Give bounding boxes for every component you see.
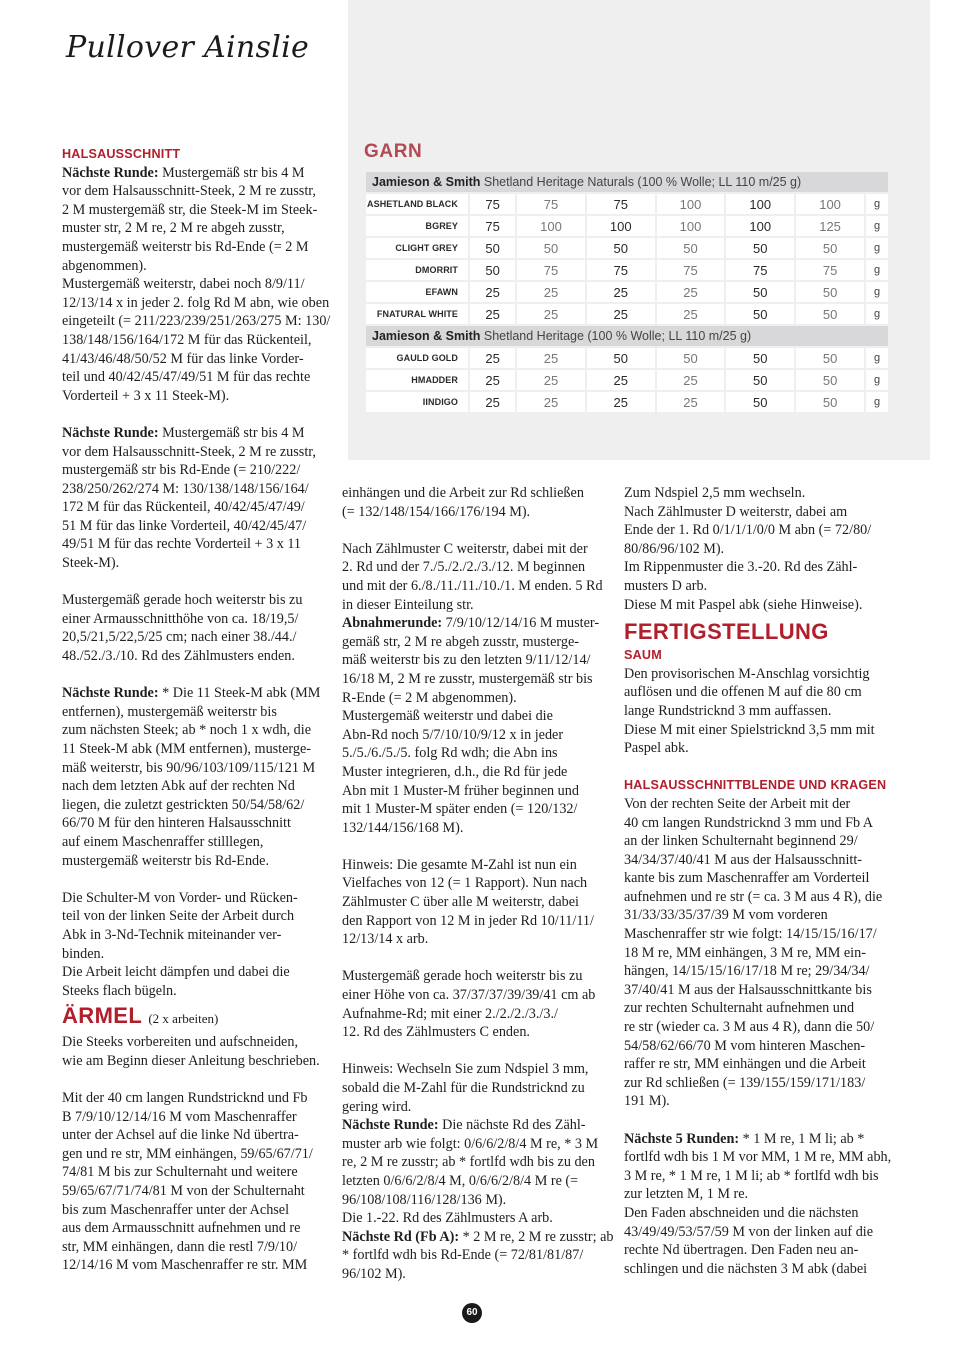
text-line: 20,5/21,5/22,5/25 cm; nach einer 38./44./ (62, 629, 297, 646)
yarn-unit: g (866, 194, 888, 214)
yarn-color-label (366, 282, 468, 302)
text-line: Die 1.-22. Rd des Zählmusters A arb. (342, 1210, 553, 1227)
text-lines (62, 685, 320, 868)
text-line: Nach Zählmuster C weiterstr, dabei mit der (342, 540, 588, 557)
yarn-amount: 50 (587, 348, 655, 368)
text-line: mäß weiterstr bis zu den letzten 9/11/12/14/ (342, 652, 591, 669)
text-line: gen und re str, MM einhängen, 59/65/67/71/ (62, 1145, 313, 1162)
text-line: bis zum Maschenraffer unter der Achsel (62, 1201, 290, 1218)
yarn-amount: 100 (587, 216, 655, 236)
text-line: zur letzten M, 1 M re. (624, 1186, 749, 1203)
yarn-amount: 100 (796, 194, 864, 214)
yarn-amount: 50 (726, 304, 794, 324)
yarn-amount: 25 (470, 282, 515, 302)
yarn-amount: 50 (796, 238, 864, 258)
yarn-color-name: FAWN (431, 287, 458, 297)
paragraph (62, 275, 334, 405)
yarn-code: I (422, 397, 426, 407)
text-line: 12. Rd des Zählmusters C enden. (342, 1024, 530, 1041)
text-lines (342, 857, 594, 947)
yarn-row (366, 392, 888, 412)
yarn-amount: 50 (470, 238, 515, 258)
yarn-amount: 25 (587, 370, 655, 390)
yarn-amount: 25 (587, 304, 655, 324)
text-line: zur Rd schließen (= 139/155/159/171/183/ (624, 1074, 866, 1091)
text-line: Diese M mit Paspel abk (siehe Hinweise). (624, 596, 863, 613)
yarn-amount: 50 (587, 238, 655, 258)
text-line: gering wird. (342, 1098, 412, 1115)
text-line: 49/51 M für das rechte Vorderteil + 3 x 11 (62, 536, 302, 553)
text-line: 18 M re, MM einhängen, 3 M re, MM ein- (624, 944, 866, 961)
halsausschnitt-heading: HALSAUSSCHNITT (62, 147, 181, 161)
text-line: gemäß str, 2 M re abgeh zusstr, musterge- (342, 633, 579, 650)
text-line: (= 132/148/154/166/176/194 M). (342, 503, 531, 520)
yarn-amount: 50 (796, 370, 864, 390)
step-label: Nächste Runde: (342, 1117, 439, 1134)
yarn-row (366, 260, 888, 280)
paragraph (62, 1089, 334, 1275)
yarn-brand: Jamieson & Smith (372, 175, 481, 189)
text-line: hängen, 14/15/15/16/17/18 M re; 29/34/34/ (624, 963, 870, 980)
text-line: unter der Achsel auf die linke Nd übertra- (62, 1127, 299, 1144)
yarn-amount: 75 (517, 260, 585, 280)
text-line: 2. Rd und der 7./5./2./2./3./12. M beginnen (342, 559, 586, 576)
text-line: 3 M re, * 1 M re, 1 M li; ab * fortlfd wdh bis (624, 1167, 879, 1184)
page-title: Pullover Ainslie (66, 30, 310, 65)
text-line: Diese M mit einer Spielstricknd 3,5 mm mit (624, 721, 875, 738)
text-lines (624, 666, 875, 756)
text-line: Die Schulter-M von Vorder- und Rücken- (62, 889, 298, 906)
fertigstellung-heading: FERTIGSTELLUNG (624, 619, 829, 645)
text-lines (342, 541, 603, 613)
aermel-heading (62, 1002, 334, 1033)
yarn-color-name: SHETLAND BLACK (373, 199, 458, 209)
text-line: 12/13/14 x arb. (342, 931, 429, 948)
yarn-amount: 75 (470, 194, 515, 214)
yarn-color-name: GREY (432, 221, 458, 231)
paragraph (62, 684, 334, 870)
text-line: 31/33/33/35/37/39 M vom vorderen (624, 907, 828, 924)
text-lines (62, 276, 330, 404)
text-line: Muster integrieren, d.h., die Rd für jede (342, 763, 568, 780)
text-line: vor dem Halsausschnitt-Steek, 2 M re zusstr, (62, 443, 316, 460)
yarn-amount: 50 (470, 260, 515, 280)
yarn-unit: g (866, 348, 888, 368)
paragraph (62, 1033, 334, 1070)
yarn-code: B (425, 221, 433, 231)
paragraph (624, 1130, 896, 1279)
text-line: 37/40/41 M aus der Halsausschnittkante bis (624, 981, 872, 998)
yarn-row (366, 216, 888, 236)
yarn-amount: 25 (470, 348, 515, 368)
yarn-amount: 25 (587, 282, 655, 302)
yarn-row (366, 348, 888, 368)
yarn-color-label (366, 348, 468, 368)
yarn-amount: 25 (587, 392, 655, 412)
text-line: 7/9/10/12/14/16 M muster- (445, 615, 600, 632)
text-line: teil und 40/42/45/47/49/51 M für das rechte (62, 369, 311, 386)
column-2 (342, 484, 614, 1284)
paragraph (624, 484, 896, 614)
text-line: B 7/9/10/12/14/16 M vom Maschenraffer (62, 1108, 297, 1125)
yarn-group-title (366, 326, 888, 346)
text-line: 138/148/156/164/172 M für das Rückenteil, (62, 331, 312, 348)
text-line: Zum Ndspiel 2,5 mm wechseln. (624, 485, 806, 501)
step-label: Nächste 5 Runden: (624, 1130, 740, 1147)
text-line: * 1 M re, 1 M li; ab * (742, 1130, 865, 1147)
yarn-product: Shetland Heritage Naturals (100 % Wolle; LL 110 m/25 g) (483, 175, 802, 189)
text-lines (342, 1061, 588, 1114)
text-line: 16/18 M, 2 M re zusstr, mustergemäß str bis (342, 670, 593, 687)
text-line: Abk in 3-Nd-Technik miteinander ver- (62, 926, 282, 943)
text-line: 74/81 M bis zur Schulternaht und weitere (62, 1164, 298, 1181)
yarn-table (364, 170, 890, 414)
text-lines (62, 890, 298, 999)
text-line: entfernen), mustergemäß weiterstr bis (62, 703, 277, 720)
text-line: Die nächste Rd des Zähl- (442, 1117, 586, 1134)
yarn-amount: 50 (796, 392, 864, 412)
yarn-amount: 25 (657, 282, 725, 302)
text-line: schlingen und die nächsten 3 M abk (dabei (624, 1260, 868, 1277)
text-line: muster arb wie folgt: 0/6/6/2/8/4 M re, * 3 M (342, 1135, 599, 1152)
text-line: an der linken Schulternaht beginnend 29/ (624, 833, 858, 850)
text-line: und mit der 6./8./11./11./10./1. M enden. 5 Rd (342, 577, 603, 594)
yarn-unit: g (866, 216, 888, 236)
yarn-row (366, 194, 888, 214)
text-line: Mustergemäß gerade hoch weiterstr bis zu (62, 592, 303, 609)
text-line: muster str, 2 M re, 2 M re abgeh zusstr, (62, 220, 285, 237)
yarn-color-label (366, 392, 468, 412)
text-lines (624, 796, 882, 1110)
yarn-amount: 25 (657, 392, 725, 412)
yarn-amount: 75 (587, 194, 655, 214)
yarn-amount: 50 (726, 282, 794, 302)
aermel-title: ÄRMEL (62, 1003, 142, 1029)
step-label: Nächste Runde: (62, 424, 159, 441)
text-line: 96/108/108/116/128/136 M). (342, 1191, 507, 1208)
text-line: auf einem Maschenraffer stilllegen, (62, 833, 264, 850)
garn-heading: GARN (364, 141, 423, 162)
text-line: Zählmuster C über alle M weiterstr, dabei (342, 894, 579, 911)
text-line: Hinweis: Die gesamte M-Zahl ist nun ein (342, 856, 577, 873)
yarn-amount: 25 (517, 348, 585, 368)
text-lines (62, 592, 302, 664)
yarn-color-name: MADDER (417, 375, 458, 385)
yarn-group-header (366, 326, 888, 346)
text-line: Die Arbeit leicht dämpfen und dabei die (62, 964, 290, 981)
yarn-amount: 75 (657, 260, 725, 280)
paragraph (342, 856, 614, 949)
text-line: einhängen und die Arbeit zur Rd schließen (342, 485, 584, 501)
paragraph (342, 1116, 614, 1228)
text-line: 54/58/62/66/70 M vom hinteren Maschen- (624, 1037, 866, 1054)
text-line: 34/34/37/40/41 M aus der Halsausschnitt- (624, 851, 863, 868)
yarn-amount: 75 (587, 260, 655, 280)
text-line: 40 cm langen Rundstricknd 3 mm und Fb A (624, 814, 874, 831)
yarn-unit: g (866, 304, 888, 324)
text-line: Hinweis: Wechseln Sie zum Ndspiel 3 mm, (342, 1061, 589, 1078)
text-line: Mit der 40 cm langen Rundstricknd und Fb (62, 1090, 308, 1107)
yarn-group-title (366, 172, 888, 192)
paragraph (62, 424, 334, 573)
yarn-unit: g (866, 260, 888, 280)
yarn-code: E (425, 287, 432, 297)
yarn-color-name: AULD GOLD (403, 353, 458, 363)
text-line: Mustergemäß gerade hoch weiterstr bis zu (342, 968, 583, 985)
text-line: 12/14/16 M vom Maschenraffer re str. MM (62, 1257, 308, 1274)
text-line: mustergemäß str bis Rd-Ende (= 210/222/ (62, 462, 301, 479)
yarn-color-name: MORRIT (421, 265, 458, 275)
yarn-amount: 75 (470, 216, 515, 236)
text-line: nach dem letzten Abk auf der rechten Nd (62, 778, 295, 795)
yarn-color-name: NATURAL WHITE (382, 309, 458, 319)
text-line: 96/102 M). (342, 1265, 406, 1282)
yarn-group-header (366, 172, 888, 192)
yarn-amount: 125 (796, 216, 864, 236)
text-line: auflösen und die offenen M auf die 80 cm (624, 684, 862, 701)
yarn-amount: 25 (470, 304, 515, 324)
yarn-amount: 75 (796, 260, 864, 280)
text-line: Den provisorischen M-Anschlag vorsichtig (624, 665, 870, 682)
yarn-row (366, 370, 888, 390)
yarn-amount: 25 (657, 304, 725, 324)
column-3 (624, 484, 896, 1278)
text-line: Mustergemäß str bis 4 M (162, 164, 305, 181)
text-line: 43/49/49/53/57/59 M von der linken auf die (624, 1223, 874, 1240)
step-label: Nächste Rd (Fb A): (342, 1228, 460, 1245)
yarn-color-label (366, 216, 468, 236)
yarn-amount: 25 (517, 392, 585, 412)
text-line: raffer re str, MM einhängen und die Arbeit (624, 1056, 866, 1073)
yarn-amount: 25 (517, 282, 585, 302)
text-line: re str (wieder ca. 3 M aus 4 R), dann die 50/ (624, 1019, 875, 1036)
text-line: aus dem Armausschnitt aufnehmen und re (62, 1220, 301, 1237)
yarn-brand: Jamieson & Smith (372, 329, 481, 343)
text-line: teil von der linken Seite der Arbeit durch (62, 908, 295, 925)
yarn-amount: 50 (726, 392, 794, 412)
yarn-product: Shetland Heritage (100 % Wolle; LL 110 m/25 g) (483, 329, 752, 343)
yarn-color-name: LIGHT GREY (401, 243, 458, 253)
yarn-amount: 100 (726, 194, 794, 214)
text-line: 5./5./6./5./5. folg Rd wdh; die Abn ins (342, 745, 558, 762)
page-number: 60 (462, 1303, 482, 1323)
text-line: lange Rundstricknd 3 mm auffassen. (624, 702, 832, 719)
text-line: 12/13/14 x in jeder 2. folg Rd M abn, wie oben (62, 294, 330, 311)
text-line: in dieser Einteilung str. (342, 596, 474, 613)
yarn-code: C (395, 243, 402, 253)
yarn-amount: 50 (726, 348, 794, 368)
yarn-unit: g (866, 238, 888, 258)
text-lines (624, 1131, 891, 1277)
yarn-color-label (366, 370, 468, 390)
yarn-amount: 50 (796, 304, 864, 324)
text-line: rechte Nd übertragen. Den Faden neu an- (624, 1242, 859, 1259)
text-line: Abn mit 1 Muster-M früher beginnen und (342, 782, 579, 799)
yarn-amount: 50 (517, 238, 585, 258)
text-lines (62, 1090, 313, 1273)
yarn-row (366, 304, 888, 324)
saum-heading: SAUM (624, 648, 662, 663)
text-line: den Rapport von 12 M in jeder Rd 10/11/11/ (342, 912, 594, 929)
text-line: * fortlfd wdh bis Rd-Ende (= 72/81/81/87/ (342, 1247, 584, 1264)
paragraph (62, 164, 334, 276)
yarn-unit: g (866, 282, 888, 302)
kragen-heading: HALSAUSSCHNITTBLENDE UND KRAGEN (624, 778, 887, 793)
text-line: Mustergemäß weiterstr, dabei noch 8/9/11/ (62, 276, 305, 293)
yarn-code: D (415, 265, 422, 275)
yarn-amount: 25 (517, 370, 585, 390)
step-label: Abnahmerunde: (342, 615, 443, 632)
yarn-amount: 75 (726, 260, 794, 280)
text-line: aufnehmen und re str (= ca. 3 M aus 4 R), die (624, 888, 883, 905)
text-line: 11 Steek-M abk (MM entfernen), musterge- (62, 741, 312, 757)
text-line: 191 M). (624, 1093, 670, 1110)
paragraph (342, 967, 614, 1041)
text-line: Abn-Rd noch 5/7/10/10/9/12 x in jeder (342, 726, 564, 743)
text-line: zur rechten Schulternaht aufnehmen und (624, 1000, 855, 1017)
text-line: 80/86/96/102 M). (624, 540, 725, 557)
yarn-amount: 25 (657, 370, 725, 390)
text-line: Die Steeks vorbereiten und aufschneiden, (62, 1034, 298, 1051)
text-line: vor dem Halsausschnitt-Steek, 2 M re zusstr, (62, 183, 316, 200)
text-line: 2 M mustergemäß str, die Steek-M im Steek- (62, 201, 318, 218)
paragraph (342, 540, 614, 614)
yarn-color-label (366, 194, 468, 214)
text-lines (342, 1117, 598, 1226)
text-line: musters D arb. (624, 577, 708, 594)
yarn-code: G (396, 353, 404, 363)
text-line: Mustergemäß weiterstr und dabei die (342, 708, 553, 725)
yarn-unit: g (866, 392, 888, 412)
text-lines (342, 968, 595, 1040)
text-line: 132/144/156/168 M). (342, 819, 464, 836)
yarn-amount: 50 (796, 282, 864, 302)
text-line: liegen, die zuletzt gestrickten 50/54/58/62/ (62, 796, 305, 813)
text-line: einer Höhe von ca. 37/37/37/39/39/41 cm ab (342, 987, 596, 1004)
text-line: Steeks flach bügeln. (62, 982, 177, 999)
text-line: mustergemäß weiterstr bis Rd-Ende. (62, 852, 269, 869)
yarn-amount: 25 (470, 370, 515, 390)
text-line: mustergemäß weiterstr bis Rd-Ende (= 2 M (62, 238, 309, 255)
yarn-amount: 50 (726, 370, 794, 390)
paragraph (342, 1060, 614, 1116)
yarn-color-name: INDIGO (425, 397, 458, 407)
text-line: Aufnahme-Rd; mit einer 2./2./2./3./3./ (342, 1005, 558, 1022)
yarn-amount: 100 (517, 216, 585, 236)
text-line: kante bis zum Maschenraffer am Vorderteil (624, 870, 870, 887)
text-line: abgenommen). (62, 257, 147, 274)
text-line: 172 M für das Rückenteil, 40/42/45/47/49/ (62, 499, 305, 516)
text-line: * 2 M re, 2 M re zusstr; ab (462, 1228, 614, 1245)
step-label: Nächste Runde: (62, 685, 159, 702)
paragraph (62, 889, 334, 1001)
text-line: mäß weiterstr, bis 90/96/103/109/115/121 M (62, 759, 316, 776)
text-line: Nach Zählmuster D weiterstr, dabei am (624, 503, 848, 520)
text-lines (342, 615, 599, 836)
text-line: letzten 0/6/6/2/8/4 M, 0/6/6/2/8/4 M re (= (342, 1172, 579, 1189)
paragraph (624, 665, 896, 758)
text-lines (62, 1034, 320, 1069)
yarn-amount: 75 (517, 194, 585, 214)
text-line: 48./52./3./10. Rd des Zählmusters enden. (62, 648, 295, 665)
yarn-row (366, 282, 888, 302)
text-line: Maschenraffer str wie folgt: 14/15/15/16/17/ (624, 926, 877, 943)
yarn-amount: 50 (657, 348, 725, 368)
paragraph (62, 591, 334, 665)
aermel-note: (2 x arbeiten) (148, 1011, 219, 1027)
text-line: fortlfd wdh bis 1 M vor MM, 1 M re, MM abh, (624, 1149, 892, 1166)
text-lines (62, 425, 316, 571)
text-line: Im Rippenmuster die 3.-20. Rd des Zähl- (624, 559, 858, 576)
text-line: 41/43/46/48/50/52 M für das linke Vorder- (62, 350, 304, 367)
yarn-color-label (366, 260, 468, 280)
text-line: 51 M für das linke Vorderteil, 40/42/45/47/ (62, 517, 307, 534)
text-line: R-Ende (= 2 M abgenommen). (342, 689, 517, 706)
text-line: mit 1 Muster-M später enden (= 120/132/ (342, 801, 578, 818)
text-line: 59/65/67/71/74/81 M von der Schulternaht (62, 1183, 305, 1200)
text-line: Von der rechten Seite der Arbeit mit der (624, 795, 851, 812)
yarn-unit: g (866, 370, 888, 390)
text-line: Paspel abk. (624, 740, 689, 757)
yarn-color-label (366, 238, 468, 258)
yarn-code: A (366, 199, 374, 209)
text-line: Vielfaches von 12 (= 1 Rapport). Nun nach (342, 875, 588, 892)
text-line: Mustergemäß str bis 4 M (162, 424, 305, 441)
text-line: wie am Beginn dieser Anleitung beschrieben. (62, 1052, 320, 1069)
text-line: sobald die M-Zahl für die Rundstricknd zu (342, 1080, 585, 1096)
text-line: Ende der 1. Rd 0/1/1/1/0/0 M abn (= 72/80/ (624, 522, 872, 539)
yarn-code: H (411, 375, 418, 385)
paragraph (342, 1228, 614, 1284)
yarn-row (366, 238, 888, 258)
yarn-amount: 100 (726, 216, 794, 236)
yarn-amount: 25 (517, 304, 585, 324)
yarn-amount: 50 (657, 238, 725, 258)
text-line: 66/70 M für den hinteren Halsausschnitt (62, 815, 291, 832)
yarn-color-label (366, 304, 468, 324)
text-line: zum nächsten Steek; ab * noch 1 x wdh, die (62, 722, 312, 739)
yarn-amount: 100 (657, 194, 725, 214)
step-label: Nächste Runde: (62, 164, 159, 181)
text-line: eingeteilt (= 211/223/239/251/263/275 M: 130/ (62, 313, 331, 330)
yarn-amount: 50 (796, 348, 864, 368)
paragraph (342, 614, 614, 837)
text-lines (624, 485, 871, 613)
paragraph (342, 484, 614, 521)
text-line: re, 2 M re zusstr; ab * fortlfd wdh bis zu den (342, 1154, 595, 1171)
text-line: str, MM einhängen, dann die restl 7/9/10/ (62, 1238, 298, 1255)
text-line: * Die 11 Steek-M abk (MM (162, 685, 321, 702)
yarn-amount: 50 (726, 238, 794, 258)
yarn-code: F (376, 309, 383, 319)
text-line: Steek-M). (62, 555, 120, 572)
text-line: einer Armausschnitthöhe von ca. 18/19,5/ (62, 610, 299, 627)
text-line: 238/250/262/274 M: 130/138/148/156/164/ (62, 480, 309, 497)
text-lines (342, 485, 584, 520)
text-line: Den Faden abschneiden und die nächsten (624, 1204, 859, 1221)
paragraph (624, 795, 896, 1111)
yarn-amount: 25 (470, 392, 515, 412)
text-line: Vorderteil + 3 x 11 Steek-M). (62, 387, 230, 404)
column-1 (62, 145, 334, 1275)
text-line: binden. (62, 945, 105, 962)
yarn-amount: 100 (657, 216, 725, 236)
